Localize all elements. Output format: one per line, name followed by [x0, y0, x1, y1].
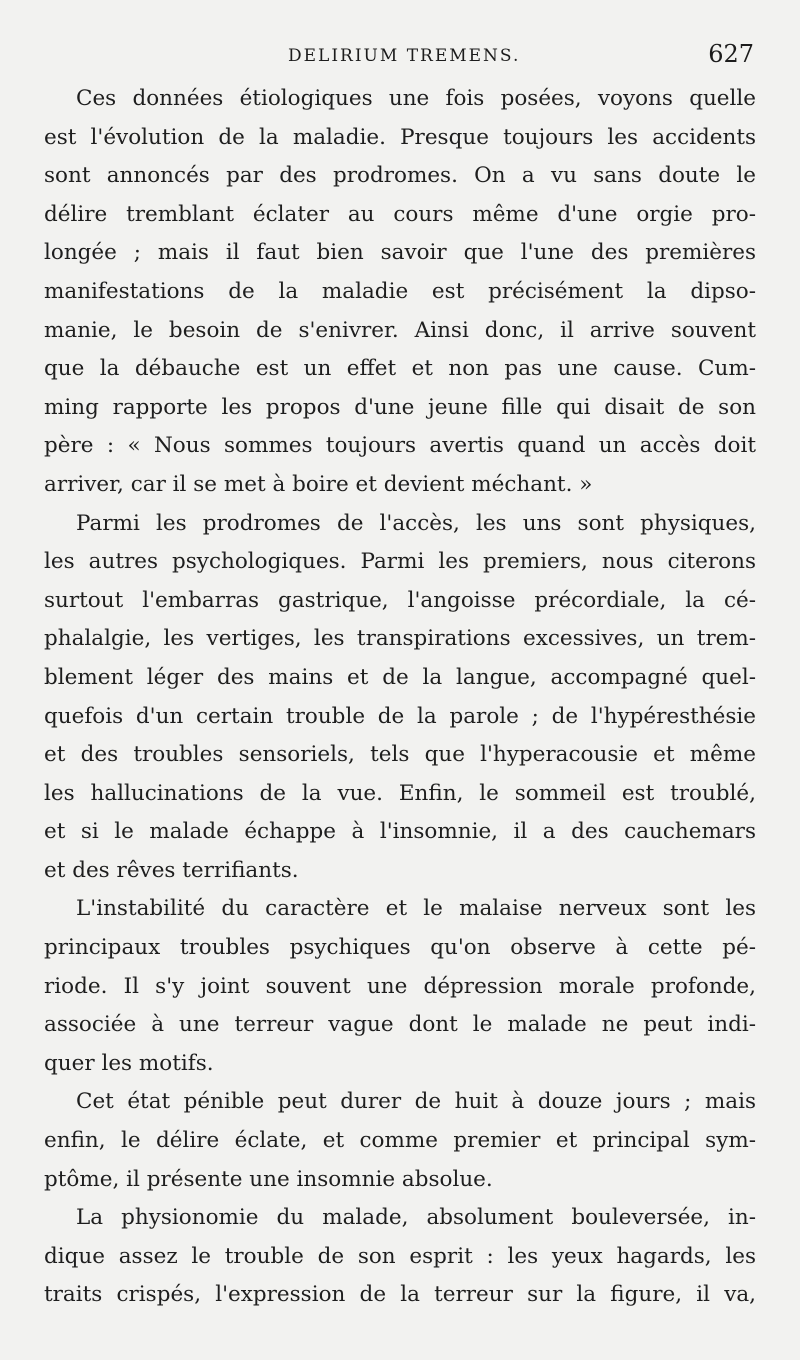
body-text: [44, 80, 756, 1315]
text-line: quefois d'un certain trouble de la parole ; de l'hypéresthésie: [44, 703, 756, 729]
text-line: Cet état pénible peut durer de huit à douze jours ; mais: [76, 1089, 756, 1115]
text-line: quer les motifs.: [44, 1050, 214, 1076]
text-line: surtout l'embarras gastrique, l'angoisse précordiale, la cé-: [44, 587, 756, 613]
text-line: ming rapporte les propos d'une jeune fille qui disait de son: [44, 394, 756, 420]
text-line: les hallucinations de la vue. Enfin, le sommeil est troublé,: [44, 780, 756, 806]
paragraph-4: [44, 1083, 756, 1199]
text-line: que la débauche est un effet et non pas une cause. Cum-: [44, 356, 756, 382]
text-line: manie, le besoin de s'enivrer. Ainsi donc, il arrive souvent: [44, 317, 756, 343]
text-line: riode. Il s'y joint souvent une dépression morale profonde,: [44, 973, 756, 999]
text-line: L'instabilité du caractère et le malaise nerveux sont les: [76, 896, 756, 922]
text-line: Ces données étiologiques une fois posées, voyons quelle: [76, 86, 756, 111]
text-line: phalalgie, les vertiges, les transpirations excessives, un trem-: [44, 626, 756, 652]
text-line: La physionomie du malade, absolument bouleversée, in-: [76, 1205, 756, 1231]
text-line: les autres psychologiques. Parmi les premiers, nous citerons: [44, 549, 756, 575]
text-line: père : « Nous sommes toujours avertis quand un accès doit: [44, 433, 756, 459]
paragraph-1: [44, 80, 756, 505]
text-line: et des rêves terrifiants.: [44, 857, 299, 883]
text-line: et si le malade échappe à l'insomnie, il a des cauchemars: [44, 819, 756, 845]
text-line: délire tremblant éclater au cours même d'une orgie pro-: [44, 201, 756, 227]
text-line: blement léger des mains et de la langue, accompagné quel-: [44, 664, 756, 690]
text-line: et des troubles sensoriels, tels que l'hyperacousie et même: [44, 742, 756, 768]
text-line: dique assez le trouble de son esprit : les yeux hagards, les: [44, 1243, 756, 1269]
text-line: Parmi les prodromes de l'accès, les uns sont physiques,: [76, 510, 756, 536]
text-line: principaux troubles psychiques qu'on observe à cette pé-: [44, 935, 756, 961]
running-head: [0, 40, 800, 80]
paragraph-5: [44, 1199, 756, 1315]
paragraph-3: [44, 890, 756, 1083]
text-line: longée ; mais il faut bien savoir que l'une des premières: [44, 240, 756, 266]
text-line: associée à une terreur vague dont le malade ne peut indi-: [44, 1012, 756, 1038]
text-line: manifestations de la maladie est précisément la dipso-: [44, 278, 756, 304]
text-line: ptôme, il présente une insomnie absolue.: [44, 1166, 493, 1192]
text-line: est l'évolution de la maladie. Presque toujours les accidents: [44, 124, 756, 150]
text-line: sont annoncés par des prodromes. On a vu sans doute le: [44, 163, 756, 189]
text-line: arriver, car il se met à boire et devient méchant. »: [44, 471, 593, 497]
text-line: traits crispés, l'expression de la terreur sur la figure, il va,: [44, 1282, 756, 1308]
paragraph-2: [44, 505, 756, 891]
text-line: enfin, le délire éclate, et comme premier et principal sym-: [44, 1128, 756, 1154]
running-title: DELIRIUM TREMENS.: [288, 46, 521, 66]
page-number: 627: [708, 40, 754, 68]
